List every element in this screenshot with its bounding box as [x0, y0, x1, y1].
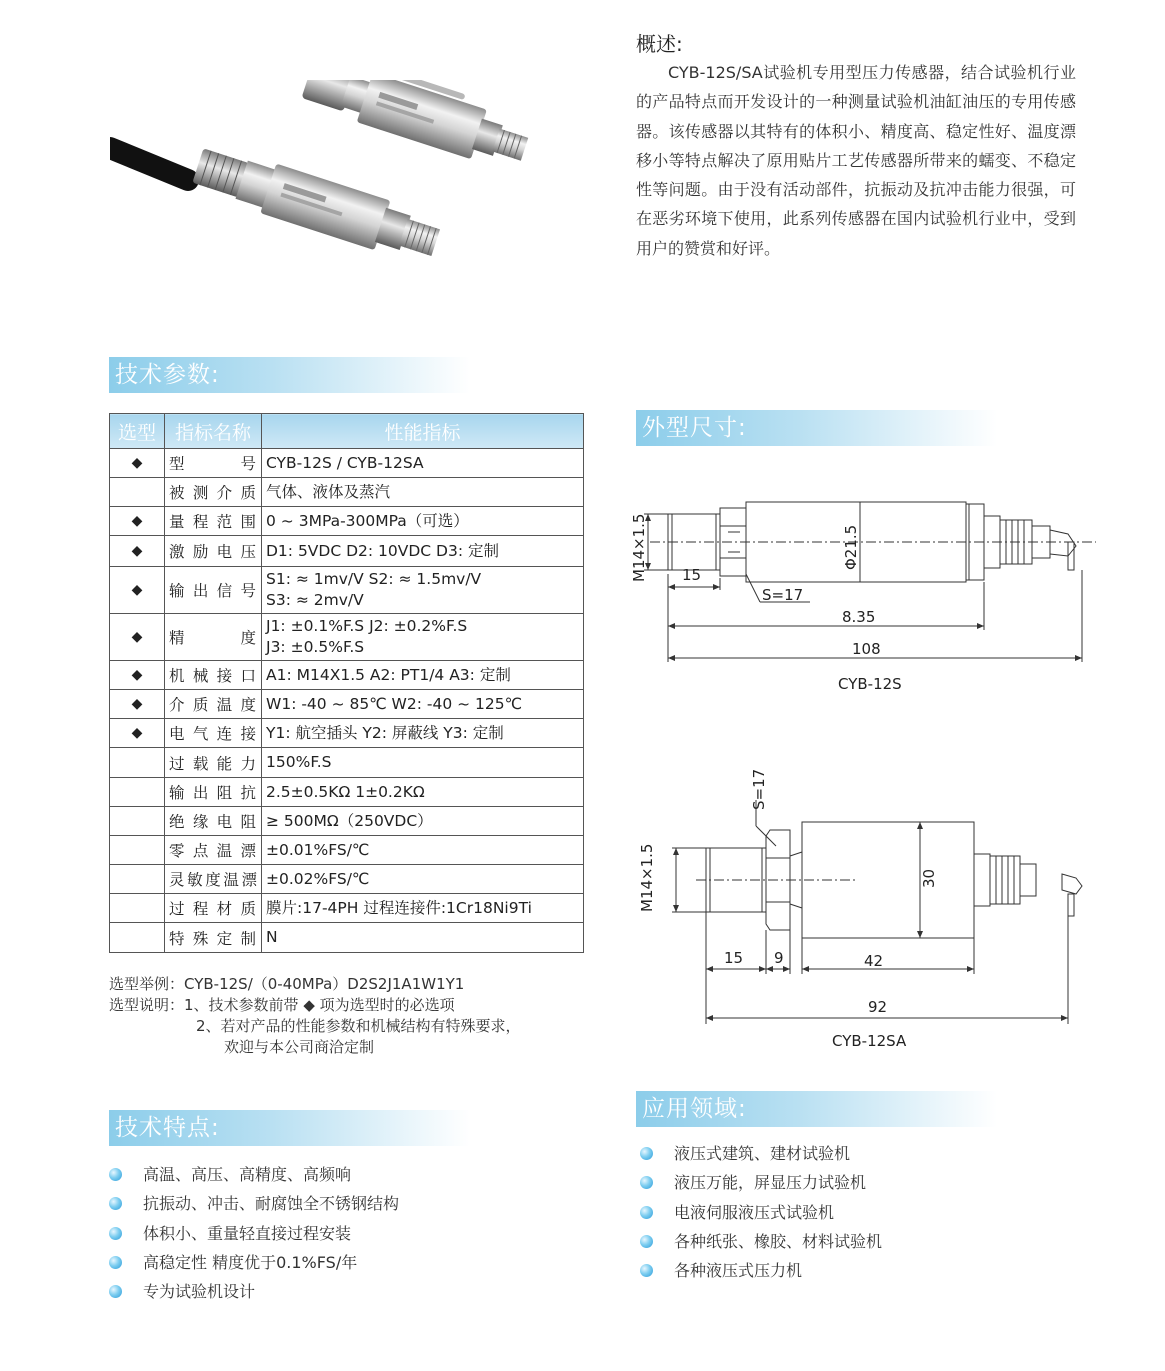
- table-row: [110, 507, 584, 536]
- features-banner: [109, 1110, 470, 1146]
- bullet-icon: [109, 1168, 122, 1181]
- applications-banner: [636, 1091, 997, 1127]
- param-value-line1: S1: ≈ 1mv/V S2: ≈ 1.5mv/V: [266, 570, 482, 588]
- example-value: CYB-12S/（0-40MPa）D2S2J1A1W1Y1: [184, 975, 465, 993]
- param-value: 膜片:17-4PH 过程连接件:1Cr18Ni9Ti: [262, 894, 584, 923]
- param-value: N: [262, 923, 584, 953]
- param-value: D1: 5VDC D2: 10VDC D3: 定制: [262, 536, 584, 567]
- tech-params-banner: [109, 357, 470, 393]
- bullet-icon: [640, 1235, 653, 1248]
- select-mark: [110, 923, 165, 953]
- select-mark: [110, 894, 165, 923]
- param-value: W1: -40 ~ 85℃ W2: -40 ~ 125℃: [262, 690, 584, 719]
- bullet-icon: [640, 1176, 653, 1189]
- dim-s-835: 8.35: [842, 608, 876, 626]
- list-item: [640, 1227, 1100, 1256]
- feature-text: 高稳定性 精度优于0.1%FS/年: [143, 1252, 358, 1272]
- table-row: [110, 719, 584, 748]
- param-value: 0 ~ 3MPa-300MPa（可选）: [262, 507, 584, 536]
- select-mark: [110, 478, 165, 507]
- param-value: 150%F.S: [262, 748, 584, 778]
- param-name: 输出阻抗: [165, 778, 262, 807]
- list-item: [109, 1277, 569, 1306]
- product-photo: [110, 80, 530, 310]
- param-value-line1: J1: ±0.1%F.S J2: ±0.2%F.S: [266, 617, 468, 635]
- list-item: [109, 1248, 569, 1277]
- list-item: [640, 1139, 1100, 1168]
- param-value: A1: M14X1.5 A2: PT1/4 A3: 定制: [262, 661, 584, 690]
- desc-item-1: 1、技术参数前带 ◆ 项为选型时的必选项: [184, 996, 455, 1014]
- param-value: ≥ 500MΩ（250VDC）: [262, 807, 584, 836]
- dimensions-banner: [636, 410, 997, 446]
- overview-paragraph: CYB-12S/SA试验机专用型压力传感器，结合试验机行业的产品特点而开发设计的一种测量试验机油缸油压的专用传感器。该传感器以其特有的体积小、精度高、稳定性好、温度漂移小等特点解决了原用贴片工艺传感器所带来的蠕变、不稳定性等问题。由于没有活动部件，抗振动及抗冲击能力很强，可在恶劣环境下使用，此系列传感器在国内试验机行业中，受到用户的赞赏和好评。: [636, 63, 1076, 258]
- param-value: 2.5±0.5KΩ 1±0.2KΩ: [262, 778, 584, 807]
- col-header-name: 指标名称: [165, 414, 262, 449]
- param-name: 激励电压: [165, 536, 262, 567]
- caption-cyb-12s: CYB-12S: [838, 675, 902, 693]
- list-item: [109, 1189, 569, 1218]
- table-row: [110, 894, 584, 923]
- param-value: [262, 567, 584, 614]
- param-name: 机械接口: [165, 661, 262, 690]
- select-mark: ◆: [110, 536, 165, 567]
- application-text: 各种纸张、橡胶、材料试验机: [674, 1231, 883, 1251]
- sensor-sa-image: [300, 80, 530, 174]
- select-mark: ◆: [110, 719, 165, 748]
- param-name: 型号: [165, 449, 262, 478]
- select-mark: ◆: [110, 614, 165, 661]
- bullet-icon: [640, 1206, 653, 1219]
- application-text: 液压式建筑、建材试验机: [674, 1144, 851, 1163]
- list-item: [640, 1256, 1100, 1285]
- selection-notes: [109, 974, 589, 1058]
- dim-s-thread: M14×1.5: [630, 513, 648, 582]
- select-mark: ◆: [110, 661, 165, 690]
- param-value: Y1: 航空插头 Y2: 屏蔽线 Y3: 定制: [262, 719, 584, 748]
- desc-line: [109, 1037, 589, 1058]
- bullet-icon: [109, 1227, 122, 1240]
- bullet-icon: [109, 1285, 122, 1298]
- table-row: [110, 865, 584, 894]
- tech-params-title: 技术参数:: [115, 362, 220, 388]
- param-name: 电气连接: [165, 719, 262, 748]
- param-value: [262, 614, 584, 661]
- feature-text: 专为试验机设计: [143, 1282, 256, 1302]
- application-text: 各种液压式压力机: [674, 1261, 803, 1281]
- param-name: 灵敏度温漂: [165, 865, 262, 894]
- list-item: [109, 1219, 569, 1248]
- applications-list: [640, 1139, 1100, 1285]
- drawing-cyb-12s: [620, 490, 1120, 700]
- dim-sa-15: 15: [724, 949, 744, 967]
- param-name: 过程材质: [165, 894, 262, 923]
- param-value: CYB-12S / CYB-12SA: [262, 449, 584, 478]
- select-mark: [110, 865, 165, 894]
- dim-sa-9: 9: [774, 949, 784, 967]
- table-row: [110, 536, 584, 567]
- dim-sa-92: 92: [868, 998, 888, 1016]
- table-row: [110, 778, 584, 807]
- param-name: 介质温度: [165, 690, 262, 719]
- dim-s-wrench: S=17: [762, 586, 804, 604]
- desc-line: [109, 1016, 589, 1037]
- param-name: 特殊定制: [165, 923, 262, 953]
- example-line: [109, 974, 589, 995]
- table-row: [110, 614, 584, 661]
- table-row: [110, 748, 584, 778]
- list-item: [640, 1198, 1100, 1227]
- connector-section: [990, 856, 1020, 904]
- spec-table: [109, 413, 584, 953]
- col-header-value: 性能指标: [262, 414, 584, 449]
- example-label: 选型举例：: [109, 975, 185, 993]
- list-item: [640, 1168, 1100, 1197]
- bullet-icon: [640, 1264, 653, 1277]
- param-name: 零点温漂: [165, 836, 262, 865]
- param-name: 过载能力: [165, 748, 262, 778]
- desc-item-2: 2、若对产品的性能参数和机械结构有特殊要求，: [196, 1017, 521, 1035]
- param-name: 绝缘电阻: [165, 807, 262, 836]
- features-title: 技术特点:: [115, 1115, 220, 1141]
- dim-sa-wrench: S=17: [750, 768, 768, 810]
- select-mark: ◆: [110, 507, 165, 536]
- table-row: [110, 836, 584, 865]
- param-value: 气体、液体及蒸汽: [262, 478, 584, 507]
- dim-sa-thread: M14×1.5: [638, 843, 656, 912]
- select-mark: ◆: [110, 690, 165, 719]
- select-mark: ◆: [110, 567, 165, 614]
- table-row: [110, 661, 584, 690]
- application-text: 液压万能，屏显压力试验机: [674, 1173, 867, 1193]
- dim-s-15: 15: [682, 566, 702, 584]
- application-text: 电液伺服液压式试验机: [674, 1202, 835, 1222]
- param-value-line2: S3: ≈ 2mv/V: [266, 591, 364, 609]
- overview-title: 概述:: [636, 32, 683, 56]
- table-row: [110, 690, 584, 719]
- feature-text: 高温、高压、高精度、高频响: [143, 1165, 352, 1184]
- table-row: [110, 807, 584, 836]
- param-name: 输出信号: [165, 567, 262, 614]
- dim-sa-42: 42: [864, 952, 884, 970]
- dimensions-title: 外型尺寸:: [642, 415, 747, 441]
- drawing-cyb-12sa: [620, 760, 1120, 1060]
- spec-header-row: [110, 414, 584, 449]
- desc-item-3: 欢迎与本公司商洽定制: [224, 1038, 375, 1056]
- table-row: [110, 567, 584, 614]
- param-name: 被测介质: [165, 478, 262, 507]
- applications-title: 应用领域:: [642, 1096, 747, 1122]
- feature-text: 抗振动、冲击、耐腐蚀全不锈钢结构: [143, 1194, 400, 1214]
- overview-text: [636, 58, 1076, 263]
- bullet-icon: [640, 1147, 653, 1160]
- select-mark: [110, 807, 165, 836]
- table-row: [110, 478, 584, 507]
- select-mark: ◆: [110, 449, 165, 478]
- sensor-s-image: [190, 141, 444, 268]
- select-mark: [110, 748, 165, 778]
- caption-cyb-12sa: CYB-12SA: [832, 1032, 907, 1050]
- table-row: [110, 923, 584, 953]
- bullet-icon: [109, 1256, 122, 1269]
- list-item: [109, 1160, 569, 1189]
- dim-s-108: 108: [852, 640, 881, 658]
- select-mark: [110, 778, 165, 807]
- param-name: 量程范围: [165, 507, 262, 536]
- dim-s-diameter: Φ21.5: [842, 524, 860, 570]
- param-value: ±0.02%FS/℃: [262, 865, 584, 894]
- feature-text: 体积小、重量轻直接过程安装: [143, 1223, 352, 1243]
- table-row: [110, 449, 584, 478]
- param-name: 精度: [165, 614, 262, 661]
- desc-label: 选型说明：: [109, 996, 185, 1014]
- param-value-line2: J3: ±0.5%F.S: [266, 638, 365, 656]
- col-header-select: 选型: [110, 414, 165, 449]
- features-list: [109, 1160, 569, 1306]
- dim-sa-30: 30: [920, 868, 938, 888]
- select-mark: [110, 836, 165, 865]
- desc-line: [109, 995, 589, 1016]
- param-value: ±0.01%FS/℃: [262, 836, 584, 865]
- bullet-icon: [109, 1197, 122, 1210]
